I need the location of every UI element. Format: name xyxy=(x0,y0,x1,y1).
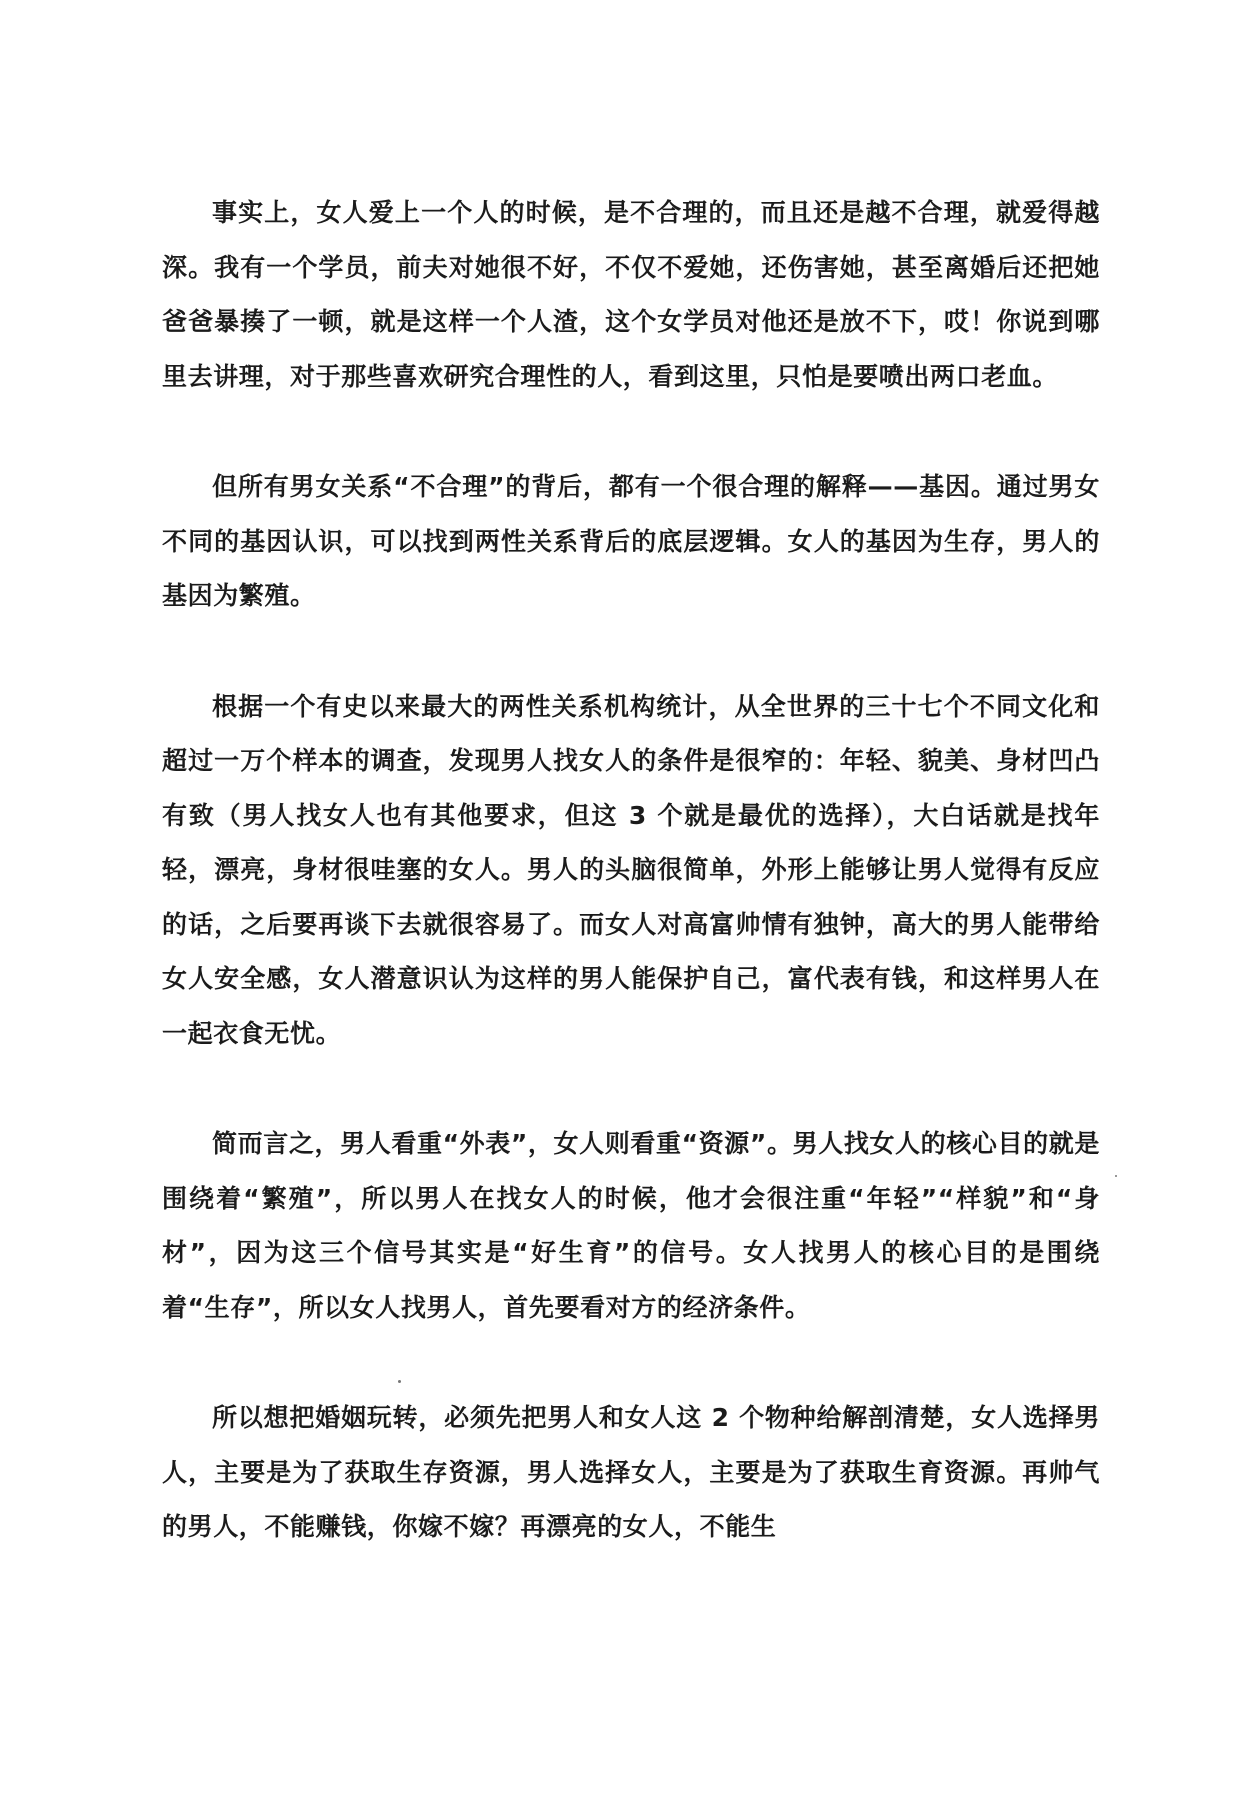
paragraph-4: 简而言之，男人看重“外表”，女人则看重“资源”。男人找女人的核心目的就是围绕着“繁殖”，所以男人在找女人的时候，他才会很注重“年轻”“样貌”和“身材”，因为这三个信号其实是“好生育”的信号。女人找男人的核心目的是围绕着“生存”，所以女人找男人，首先要看对方的经济条件。 xyxy=(162,1129,1100,1322)
paragraph-1: 事实上，女人爱上一个人的时候，是不合理的，而且还是越不合理，就爱得越深。我有一个学员，前夫对她很不好，不仅不爱她，还伤害她，甚至离婚后还把她爸爸暴揍了一顿，就是这样一个人渣，这个女学员对他还是放不下，哎！你说到哪里去讲理，对于那些喜欢研究合理性的人，看到这里，只怕是要喷出两口老血。 xyxy=(162,198,1100,391)
paragraph-3: 根据一个有史以来最大的两性关系机构统计，从全世界的三十七个不同文化和超过一万个样本的调查，发现男人找女人的条件是很窄的：年轻、貌美、身材凹凸有致（男人找女人也有其他要求，但这 3 个就是最优的选择），大白话就是找年轻，漂亮，身材很哇塞的女人。男人的头脑很简单，外形上能够让男人觉得有反应的话，之后要再谈下去就很容易了。而女人对高富帅情有独钟，高大的男人能带给女人安全感，女人潜意识认为这样的男人能保护自己，富代表有钱，和这样男人在一起衣食无忧。 xyxy=(162,691,1100,1048)
scan-speck xyxy=(1115,1175,1117,1177)
document-page xyxy=(162,186,1100,1555)
scan-speck xyxy=(398,1380,401,1383)
paragraph-5: 所以想把婚姻玩转，必须先把男人和女人这 2 个物种给解剖清楚，女人选择男人，主要是为了获取生存资源，男人选择女人，主要是为了获取生育资源。再帅气的男人，不能赚钱，你嫁不嫁？再漂亮的女人，不能生 xyxy=(162,1403,1100,1541)
paragraph-2: 但所有男女关系“不合理”的背后，都有一个很合理的解释——基因。通过男女不同的基因认识，可以找到两性关系背后的底层逻辑。女人的基因为生存，男人的基因为繁殖。 xyxy=(162,472,1100,610)
